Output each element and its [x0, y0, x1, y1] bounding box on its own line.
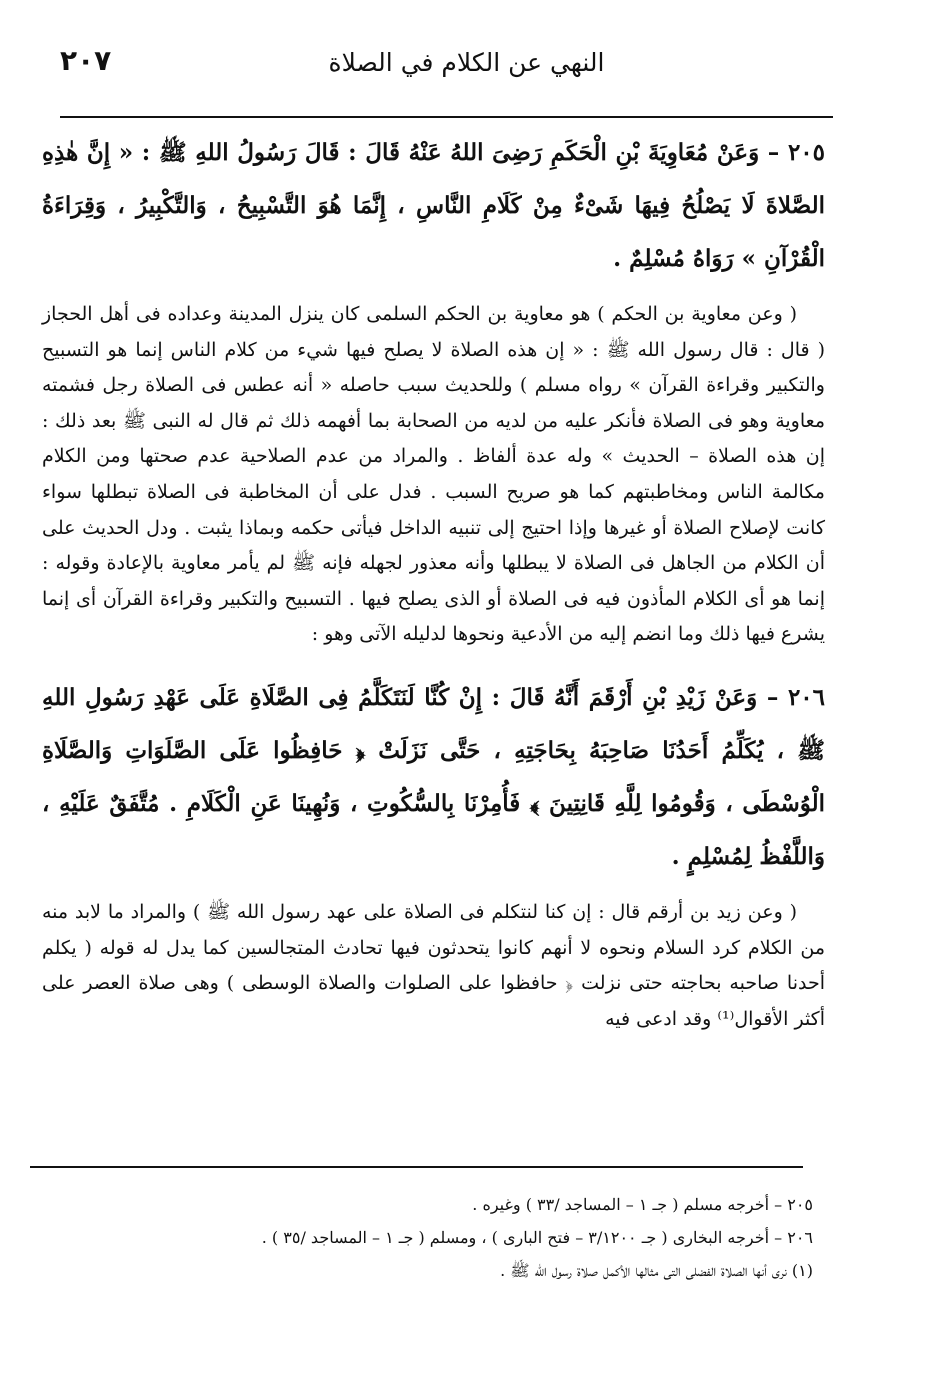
hadith-205-text: ٢٠٥ – وَعَنْ مُعَاوِيَةَ بْنِ الْحَكَمِ رَضِىَ اللهُ عَنْهُ قَالَ : قَالَ رَسُولُ اللهِ ﷺ : « إِنَّ هٰذِهِ الصَّلاةَ لَا يَصْلُحُ فِيهَا شَىْءٌ مِنْ كَلَامِ النَّاسِ ، إِنَّمَا هُوَ التَّسْبِيحُ ، وَالتَّكْبِيرُ ، وَقِرَاءَةُ الْقُرْآنِ » رَوَاهُ مُسْلِمٌ . — [42, 139, 826, 272]
footnote-1: (١) نرى أنها الصلاة الفضلى التى مثالها الأكمل صلاة رسول الله ﷺ . — [500, 1261, 813, 1280]
footnote-206: ٢٠٦ – أخرجه البخارى ( جـ ٣/١٢٠٠ – فتح البارى ) ، ومسلم ( جـ ١ – المساجد /٣٥ ) . — [261, 1228, 813, 1247]
header-rule — [60, 116, 833, 118]
commentary-206: ( وعن زيد بن أرقم قال : إن كنا لنتكلم فى الصلاة على عهد رسول الله ﷺ ) والمراد ما لابد منه من الكلام كرد السلام ونحوه لا أنهم كانوا يتحدثون فيها تحادث المتجالسين كما يدل له قوله ( يكلم أحدنا صاحبه بحاجته حتى نزلت ﴿ حافظوا على الصلوات والصلاة الوسطى ) وهى صلاة العصر على أكثر الأقوال⁽¹⁾ وقد ادعى فيه — [42, 900, 825, 1030]
page-header — [40, 44, 893, 88]
footnote-rule — [30, 1166, 803, 1168]
commentary-205: ( وعن معاوية بن الحكم ) هو معاوية بن الحكم السلمى كان ينزل المدينة وعداده فى أهل الحجاز ( قال : قال رسول الله ﷺ : « إن هذه الصلاة لا يصلح فيها شيء من كلام الناس إنما هو التسبيح والتكبير وقراءة القرآن » رواه مسلم ) وللحديث سبب حاصله « أنه عطس فى الصلاة رجل فشمته معاوية وهو فى الصلاة فأنكر عليه من لديه من الصحابة بما أفهمه ذلك ثم قال له النبى ﷺ بعد ذلك : إن هذه الصلاة – الحديث » وله عدة ألفاظ . والمراد من عدم الصلاحية عدم صحتها ومن الكلام مكالمة الناس ومخاطبتهم كما هو صريح السبب . فدل على أن المخاطبة فى الصلاة تبطلها سواء كانت لإصلاح الصلاة أو غيرها وإذا احتيج إلى تنبيه الداخل فيأتى حكمه وبماذا يثبت . ودل الحديث على أن الكلام من الجاهل فى الصلاة لا يبطلها وأنه معذور لجهله فإنه ﷺ لم يأمر معاوية بالإعادة وقوله : إنما هو أى الكلام المأذون فيه فى الصلاة أو الذى يصلح فيها . التسبيح والتكبير وقراءة القرآن أى إنما يشرع فيها ذلك وما انضم إليه من الأدعية ونحوها لدليله الآتى وهو : — [42, 303, 825, 646]
main-text — [42, 126, 825, 1055]
footnotes — [80, 1188, 813, 1287]
footnote-205: ٢٠٥ – أخرجه مسلم ( جـ ١ – المساجد /٣٣ ) وغيره . — [472, 1195, 813, 1214]
running-title: النهي عن الكلام في الصلاة — [328, 48, 605, 77]
page-number: ٢٠٧ — [60, 44, 112, 77]
hadith-206-text: ٢٠٦ – وَعَنْ زَيْدِ بْنِ أَرْقَمَ أَنَّهُ قَالَ : إِنْ كُنَّا لَنَتَكَلَّمُ فِى الصَّلَاةِ عَلَى عَهْدِ رَسُولِ اللهِ ﷺ ، يُكَلِّمُ أَحَدُنَا صَاحِبَهُ بِحَاجَتِهِ ، حَتَّى نَزَلَتْ ﴿ حَافِظُوا عَلَى الصَّلَوَاتِ وَالصَّلَاةِ الْوُسْطَى ، وَقُومُوا لِلَّهِ قَانِتِينَ ﴾ فَأُمِرْنَا بِالسُّكُوتِ ، وَنُهِينَا عَنِ الْكَلَامِ . مُتَّفَقٌ عَلَيْهِ ، وَاللَّفْظُ لِمُسْلِمٍ . — [42, 683, 825, 870]
